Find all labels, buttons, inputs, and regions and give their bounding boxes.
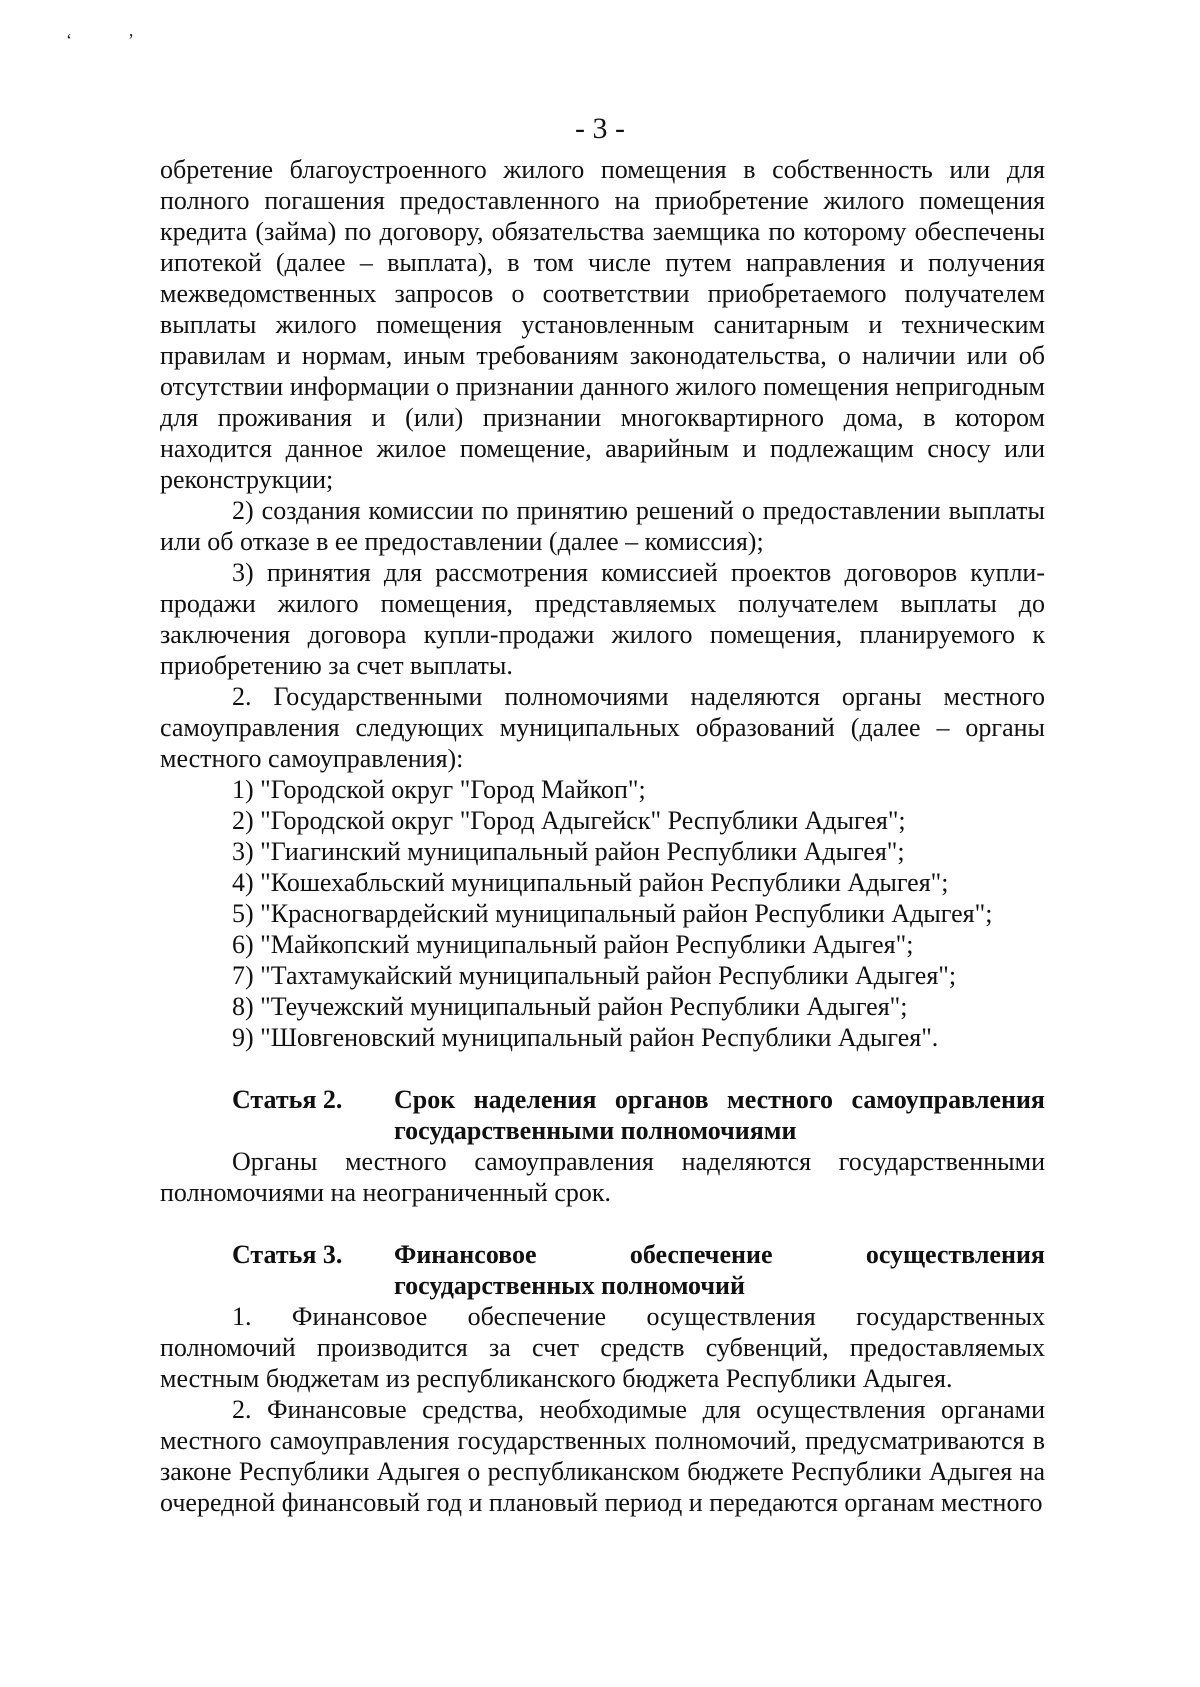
list-item: 1) "Городской округ "Город Майкоп"; (232, 775, 646, 804)
municipality-list (160, 774, 1045, 1053)
list-item: 3) "Гиагинский муниципальный район Республики Адыгея"; (232, 837, 905, 866)
paragraph-continuation: обретение благоустроенного жилого помещения в собственность или для полного погашения предоставленного на приобретение жилого помещения кредита (займа) по договору, обязательства заемщика по которому обеспечены ипотекой (далее – выплата), в том числе путем направления и получения межведомственных запросов о соответствии приобретаемого получателем выплаты жилого помещения установленным санитарным и техническим правилам и нормам, иным требованиям законодательства, о наличии или об отсутствии информации о признании данного жилого помещения непригодным для проживания и (или) признании многоквартирного дома, в котором находится данное жилое помещение, аварийным и подлежащим сносу или реконструкции; (160, 155, 1045, 494)
list-item: 7) "Тахтамукайский муниципальный район Республики Адыгея"; (232, 961, 957, 990)
list-item: 4) "Кошехабльский муниципальный район Республики Адыгея"; (232, 868, 949, 897)
list-item: 8) "Теучежский муниципальный район Республики Адыгея"; (232, 992, 908, 1021)
article-2-title: Срок наделения органов местного самоуправления государственными полномочиями (394, 1085, 1045, 1145)
paragraph-item-3: 3) принятия для рассмотрения комиссией проектов договоров купли-продажи жилого помещения, представляемых получателем выплаты до заключения договора купли-продажи жилого помещения, планируемого к приобретению за счет выплаты. (160, 558, 1045, 680)
article-2-text: Органы местного самоуправления наделяются государственными полномочиями на неограниченный срок. (160, 1147, 1045, 1207)
list-item: 9) "Шовгеновский муниципальный район Республики Адыгея". (232, 1023, 939, 1052)
paragraph-item-2: 2) создания комиссии по принятию решений о предоставлении выплаты или об отказе в ее предоставлении (далее – комиссия); (160, 496, 1045, 556)
scan-mark-right: ’ (128, 30, 134, 50)
article-3-label: Статья 3. (232, 1240, 343, 1269)
document-body (160, 154, 1045, 1518)
scan-mark-left: ‘ (66, 30, 72, 50)
article-3-heading (160, 1239, 1045, 1301)
article-3-paragraph-2: 2. Финансовые средства, необходимые для осуществления органами местного самоуправления государственных полномочий, предусматриваются в законе Республики Адыгея о республиканском бюджете Республики Адыгея на очередной финансовый год и плановый период и передаются органам местного (160, 1395, 1045, 1517)
list-item: 6) "Майкопский муниципальный район Республики Адыгея"; (232, 930, 914, 959)
article-2-heading (160, 1084, 1045, 1146)
article-2-label: Статья 2. (232, 1085, 343, 1114)
article-3-paragraph-1: 1. Финансовое обеспечение осуществления государственных полномочий производится за счет средств субвенций, предоставляемых местным бюджетам из республиканского бюджета Республики Адыгея. (160, 1302, 1045, 1393)
article-3-title: Финансовое обеспечение осуществления государственных полномочий (394, 1240, 1045, 1300)
list-item: 5) "Красногвардейский муниципальный район Республики Адыгея"; (232, 899, 993, 928)
paragraph-section-2: 2. Государственными полномочиями наделяются органы местного самоуправления следующих муниципальных образований (далее – органы местного самоуправления): (160, 682, 1045, 773)
list-item: 2) "Городской округ "Город Адыгейск" Республики Адыгея"; (232, 806, 906, 835)
page-number: - 3 - (575, 112, 625, 145)
